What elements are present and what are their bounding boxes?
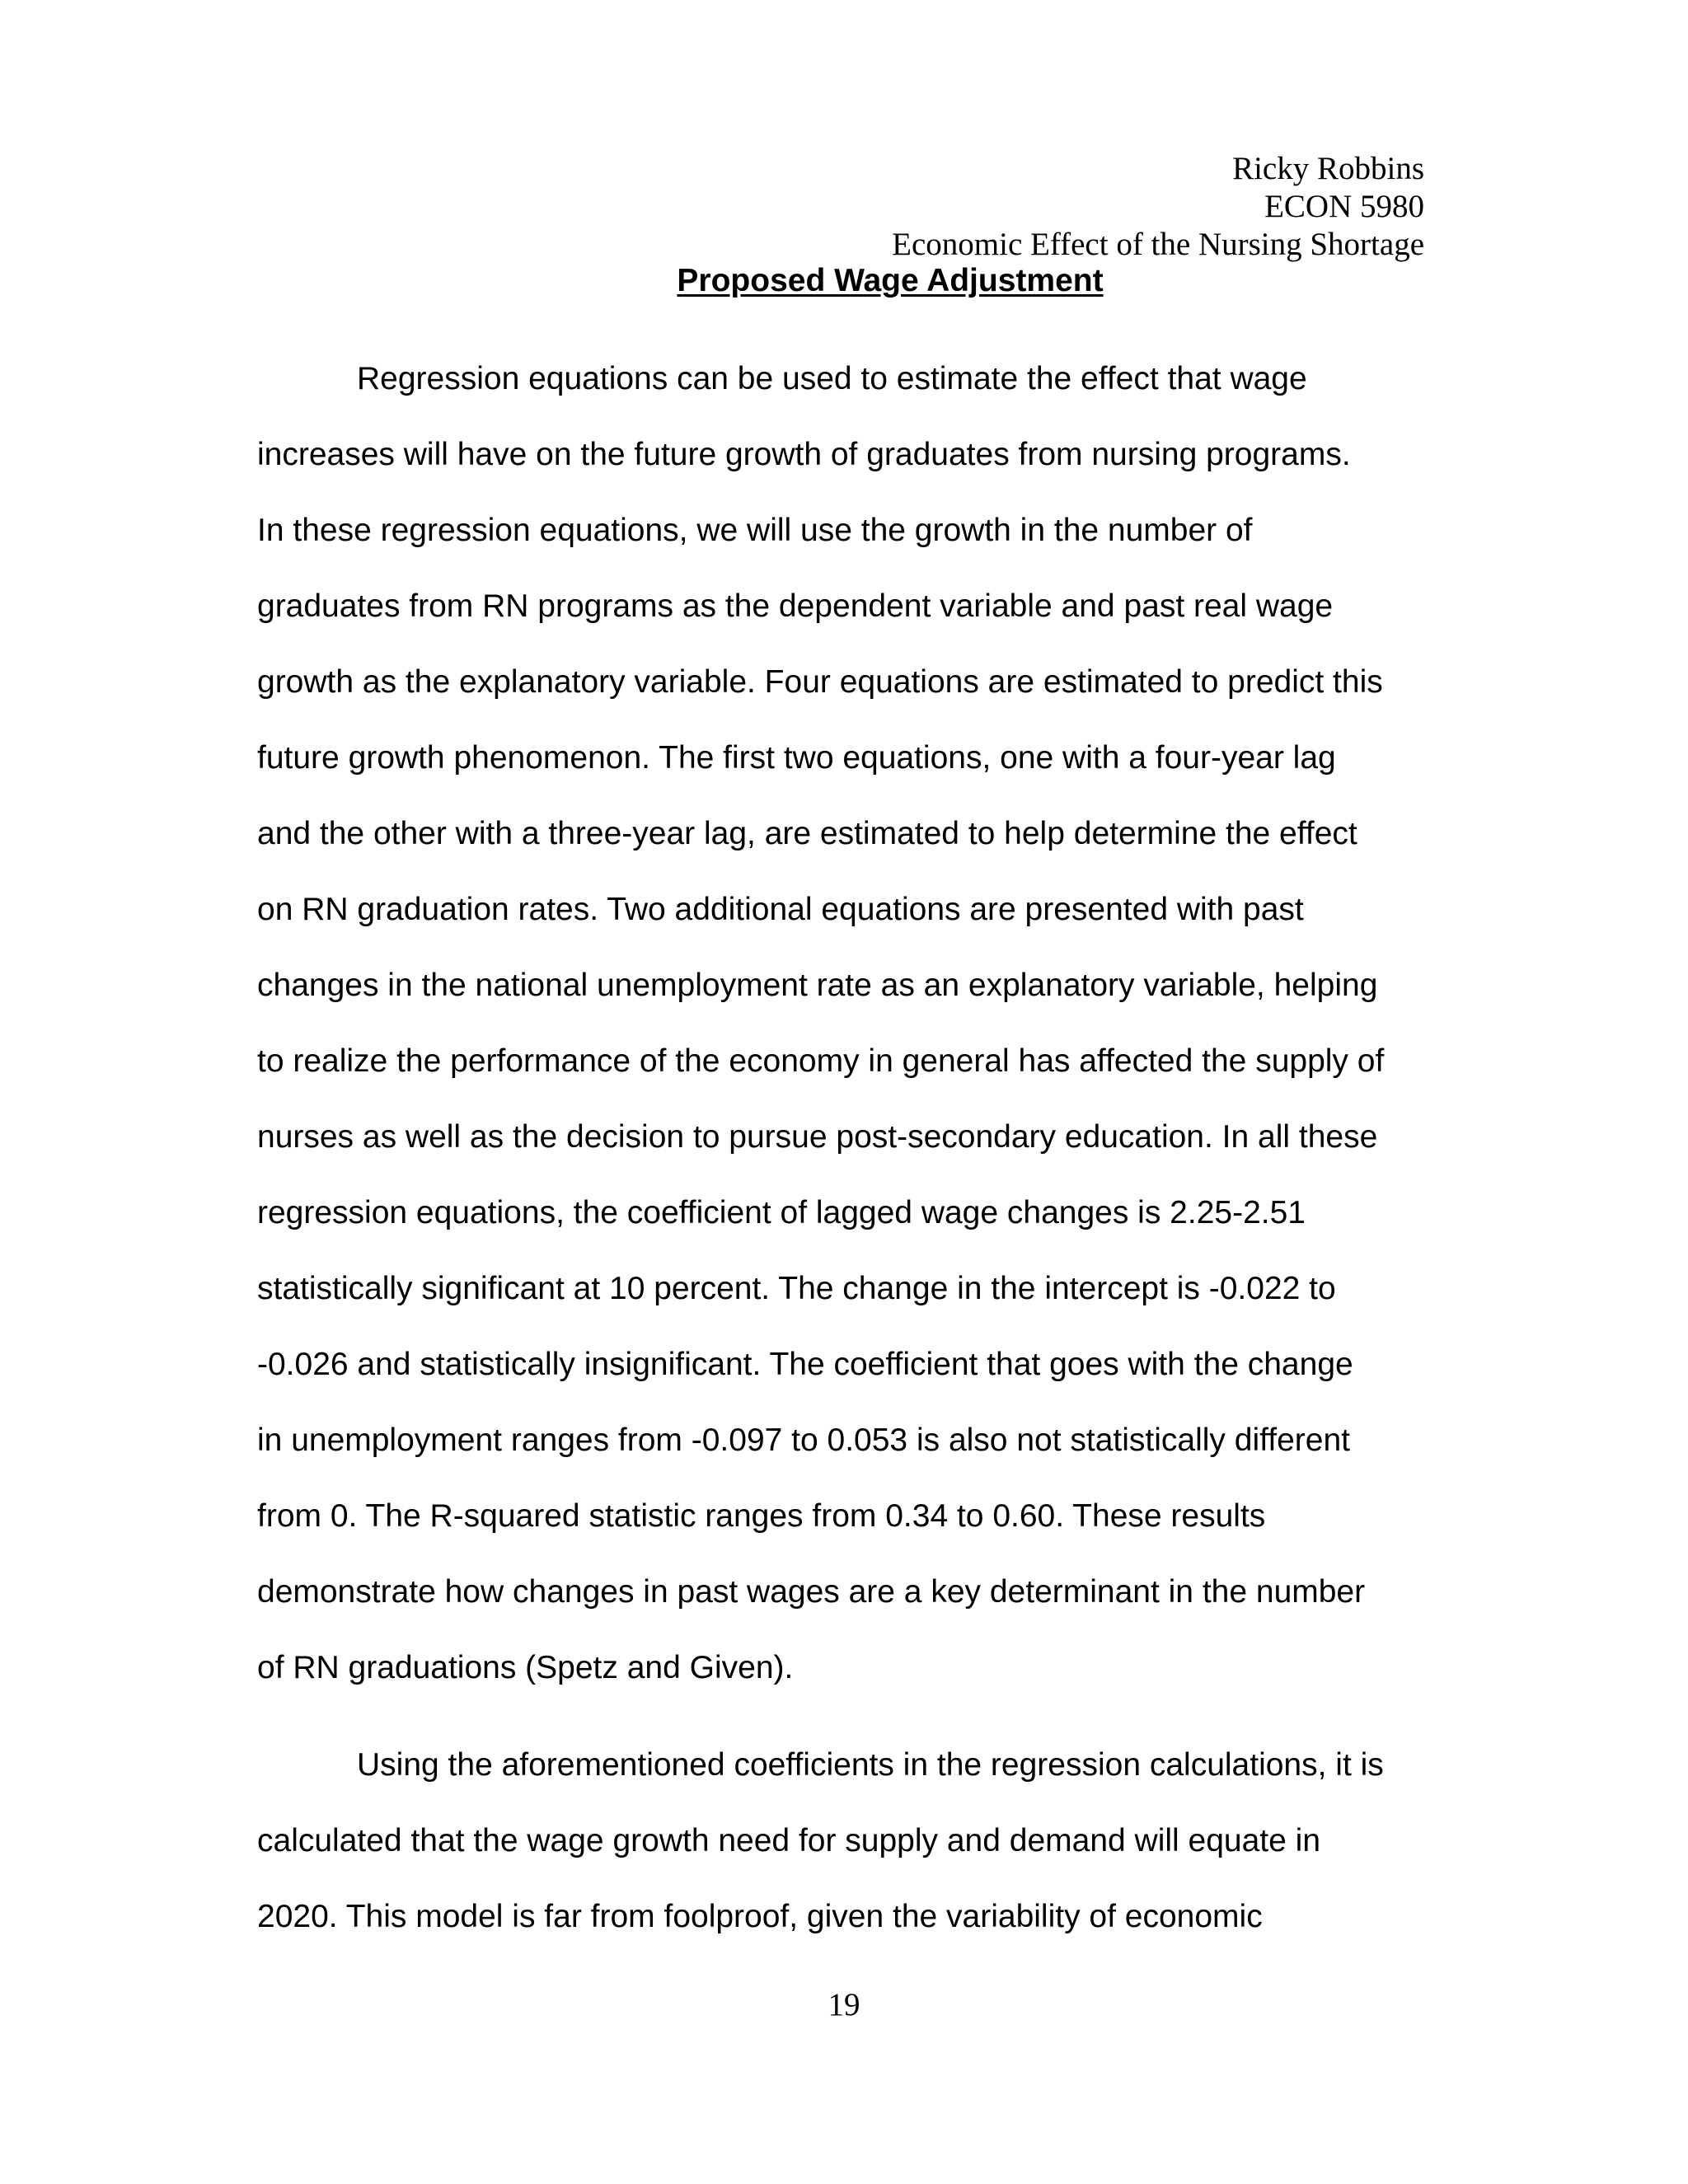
text-line: increases will have on the future growth of graduates from nursing programs. (257, 437, 1351, 472)
paper-title: Economic Effect of the Nursing Shortage (892, 227, 1424, 262)
page-number: 19 (828, 1987, 860, 2022)
text-line: graduates from RN programs as the dependent variable and past real wage (257, 588, 1334, 624)
text-line: future growth phenomenon. The first two equations, one with a four-year lag (257, 740, 1336, 776)
text-line: from 0. The R-squared statistic ranges from 0.34 to 0.60. These results (257, 1498, 1266, 1534)
text-line: changes in the national unemployment rate as an explanatory variable, helping (257, 968, 1378, 1003)
text-line: on RN graduation rates. Two additional equations are presented with past (257, 892, 1304, 927)
text-line: nurses as well as the decision to pursue post-secondary education. In all these (257, 1119, 1378, 1155)
page-header (353, 150, 1424, 264)
text-line: in unemployment ranges from -0.097 to 0.053 is also not statistically different (257, 1422, 1350, 1458)
text-line: regression equations, the coefficient of lagged wage changes is 2.25-2.51 (257, 1195, 1306, 1230)
text-line: -0.026 and statistically insignificant. The coefficient that goes with the change (257, 1347, 1353, 1382)
text-line: Using the aforementioned coefficients in the regression calculations, it is (357, 1747, 1384, 1783)
text-line: calculated that the wage growth need for supply and demand will equate in (257, 1823, 1321, 1858)
text-line: statistically significant at 10 percent. The change in the intercept is -0.022 to (257, 1271, 1336, 1306)
text-line: In these regression equations, we will use the growth in the number of (257, 513, 1253, 548)
text-line: demonstrate how changes in past wages are a key determinant in the number (257, 1574, 1366, 1610)
text-line: 2020. This model is far from foolproof, given the variability of economic (257, 1899, 1263, 1934)
text-line: of RN graduations (Spetz and Given). (257, 1650, 794, 1685)
paragraph-2 (257, 1727, 1428, 1955)
section-title: Proposed Wage Adjustment (677, 263, 1104, 298)
text-line: to realize the performance of the economy in general has affected the supply of (257, 1043, 1385, 1079)
text-line: Regression equations can be used to estimate the effect that wage (357, 361, 1307, 396)
paragraph-1 (257, 341, 1428, 1706)
text-line: growth as the explanatory variable. Four equations are estimated to predict this (257, 664, 1383, 700)
course-number: ECON 5980 (1264, 189, 1424, 224)
author-name: Ricky Robbins (1232, 151, 1424, 186)
text-line: and the other with a three-year lag, are estimated to help determine the effect (257, 816, 1357, 851)
